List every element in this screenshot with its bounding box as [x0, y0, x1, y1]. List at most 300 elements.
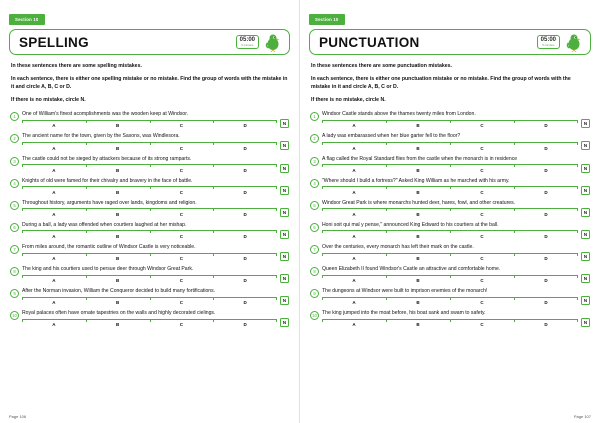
- question-body: [322, 266, 578, 284]
- section-tab-right: Section 10: [309, 14, 345, 25]
- answer-option-d[interactable]: D: [243, 123, 247, 129]
- scale-tick: [150, 142, 151, 145]
- answer-option-b[interactable]: B: [116, 167, 120, 173]
- question-number: 4: [10, 179, 19, 188]
- question-number: 6: [310, 223, 319, 232]
- scale-tick: [150, 297, 151, 300]
- question-body: [322, 310, 578, 328]
- scale-tick: [213, 142, 214, 145]
- answer-option-d[interactable]: D: [243, 189, 247, 195]
- scale-tick: [577, 297, 578, 300]
- scale-tick: [577, 275, 578, 278]
- scale-tick: [213, 297, 214, 300]
- scale-tick: [450, 164, 451, 167]
- answer-option-b[interactable]: B: [416, 145, 420, 151]
- answer-option-n[interactable]: N: [280, 186, 289, 195]
- scale-tick: [386, 164, 387, 167]
- scale-tick: [22, 186, 23, 189]
- scale-tick: [322, 319, 323, 322]
- question-body: [322, 288, 578, 306]
- answer-option-b[interactable]: B: [116, 322, 120, 328]
- answer-option-c[interactable]: C: [179, 278, 183, 284]
- question-row: [10, 288, 289, 306]
- scale-tick: [22, 208, 23, 211]
- scale-tick: [514, 142, 515, 145]
- scale-tick: [22, 164, 23, 167]
- instruction-line: If there is no mistake, circle N.: [311, 96, 386, 103]
- question-text: The king jumped into the moat before, his boat sank and swam to safety.: [322, 310, 486, 317]
- scale-tick: [450, 297, 451, 300]
- question-body: [22, 266, 277, 284]
- question-row: [310, 178, 590, 196]
- question-body: [322, 133, 578, 151]
- scale-tick: [577, 230, 578, 233]
- answer-option-b[interactable]: B: [416, 322, 420, 328]
- title-bar-right: [309, 29, 591, 55]
- question-number: 7: [310, 245, 319, 254]
- question-number: 10: [10, 311, 19, 320]
- scale-tick: [213, 164, 214, 167]
- answer-scale: [322, 186, 578, 195]
- scale-tick: [86, 275, 87, 278]
- question-text: Queen Elizabeth II found Windsor's Castle an attractive and comfortable home.: [322, 266, 501, 273]
- question-row: [310, 111, 590, 129]
- scale-tick: [386, 253, 387, 256]
- question-body: [22, 244, 277, 262]
- question-row: [10, 266, 289, 284]
- answer-option-b[interactable]: B: [116, 233, 120, 239]
- timer-box-left: [236, 35, 259, 48]
- answer-option-d[interactable]: D: [243, 167, 247, 173]
- answer-option-a[interactable]: A: [52, 322, 56, 328]
- answer-option-n[interactable]: N: [581, 186, 590, 195]
- question-row: [310, 156, 590, 174]
- answer-option-b[interactable]: B: [116, 211, 120, 217]
- answer-option-d[interactable]: D: [243, 256, 247, 262]
- scale-tick: [276, 297, 277, 300]
- instruction-line: In these sentences there are some punctuation mistakes.: [311, 63, 452, 69]
- scale-tick: [86, 120, 87, 123]
- answer-option-n[interactable]: N: [280, 208, 289, 217]
- question-number: 8: [310, 267, 319, 276]
- answer-option-d[interactable]: D: [544, 189, 548, 195]
- question-body: [22, 133, 277, 151]
- instruction-line: In these sentences there are some spelling mistakes.: [11, 63, 142, 69]
- question-text: The dungeons at Windsor were built to imprison enemies of the monarch!: [322, 288, 488, 295]
- answer-option-a[interactable]: A: [352, 256, 356, 262]
- answer-option-b[interactable]: B: [116, 189, 120, 195]
- timer-label-right: 5 minutes: [542, 42, 555, 47]
- question-body: [22, 200, 277, 218]
- scale-tick: [577, 120, 578, 123]
- answer-option-a[interactable]: A: [352, 322, 356, 328]
- scale-tick: [450, 253, 451, 256]
- answer-scale: [322, 120, 578, 129]
- question-text: "Where should I build a fortress?" Asked King William as he marched with his army.: [322, 177, 510, 184]
- scale-tick: [450, 230, 451, 233]
- scale-tick: [276, 253, 277, 256]
- answer-option-c[interactable]: C: [179, 189, 183, 195]
- answer-option-a[interactable]: A: [52, 189, 56, 195]
- scale-tick: [386, 297, 387, 300]
- title-right-right: [537, 32, 584, 52]
- scale-tick: [577, 164, 578, 167]
- scale-tick: [386, 120, 387, 123]
- answer-option-c[interactable]: C: [480, 278, 484, 284]
- answer-option-n[interactable]: N: [581, 318, 590, 327]
- answer-option-c[interactable]: C: [480, 167, 484, 173]
- answer-option-n[interactable]: N: [280, 230, 289, 239]
- question-text: One of William's finest acomplishments was the wooden keep at Windsor.: [22, 111, 189, 118]
- answer-option-c[interactable]: C: [179, 322, 183, 328]
- answer-scale: [322, 142, 578, 151]
- page-label-left: Page 106: [9, 414, 27, 419]
- scale-tick: [577, 142, 578, 145]
- answer-scale: [22, 253, 277, 262]
- instructions-left: [11, 62, 288, 104]
- answer-option-c[interactable]: C: [480, 189, 484, 195]
- question-row: [10, 156, 289, 174]
- answer-option-n[interactable]: N: [581, 141, 590, 150]
- answer-option-a[interactable]: A: [352, 211, 356, 217]
- scale-tick: [577, 319, 578, 322]
- answer-option-c[interactable]: C: [179, 145, 183, 151]
- scale-tick: [386, 208, 387, 211]
- section-tab-left: Section 10: [9, 14, 45, 25]
- answer-option-n[interactable]: N: [280, 164, 289, 173]
- answer-option-d[interactable]: D: [544, 256, 548, 262]
- answer-option-a[interactable]: A: [52, 278, 56, 284]
- answer-option-c[interactable]: C: [179, 300, 183, 306]
- timer-time-right: 05:00: [540, 37, 556, 44]
- scale-tick: [22, 319, 23, 322]
- answer-option-d[interactable]: D: [544, 300, 548, 306]
- answer-scale: [322, 164, 578, 173]
- instruction-line: In each sentence, there is either one punctuation mistake or no mistake. Find the group of words with the mistake in it and circle A, B, C or D.: [311, 75, 571, 91]
- scale-tick: [276, 230, 277, 233]
- answer-option-a[interactable]: A: [352, 300, 356, 306]
- answer-option-c[interactable]: C: [480, 300, 484, 306]
- answer-option-n[interactable]: N: [280, 252, 289, 261]
- answer-option-d[interactable]: D: [243, 233, 247, 239]
- scale-tick: [450, 120, 451, 123]
- question-row: [10, 111, 289, 129]
- question-number: 2: [10, 134, 19, 143]
- scale-tick: [322, 275, 323, 278]
- question-body: [22, 111, 277, 129]
- answer-option-c[interactable]: C: [480, 233, 484, 239]
- scale-tick: [450, 275, 451, 278]
- question-text: From miles around, the romantic outline of Windsor Castle is very noticeable.: [22, 243, 196, 250]
- answer-scale: [22, 319, 277, 328]
- question-number: 10: [310, 311, 319, 320]
- question-number: 9: [10, 289, 19, 298]
- answer-option-b[interactable]: B: [416, 211, 420, 217]
- scale-tick: [577, 186, 578, 189]
- page-title-right: PUNCTUATION: [319, 34, 420, 50]
- question-text: After the Norman invasion, William the Conqueror decided to build many fortifications.: [22, 288, 216, 295]
- question-row: [10, 200, 289, 218]
- scale-tick: [276, 208, 277, 211]
- question-row: [310, 266, 590, 284]
- question-text: The castle could not be sieged by attackers because of its strong ramparts.: [22, 155, 192, 162]
- scale-tick: [514, 253, 515, 256]
- answer-option-a[interactable]: A: [52, 300, 56, 306]
- answer-option-c[interactable]: C: [480, 211, 484, 217]
- scale-tick: [322, 120, 323, 123]
- bird-mascot-icon-right: [564, 32, 584, 52]
- scale-tick: [22, 297, 23, 300]
- scale-tick: [322, 186, 323, 189]
- scale-tick: [386, 230, 387, 233]
- answer-option-d[interactable]: D: [243, 145, 247, 151]
- answer-option-a[interactable]: A: [52, 145, 56, 151]
- scale-tick: [450, 186, 451, 189]
- question-text: The king and his courtiers used to persue deer through Windsor Great Park.: [22, 266, 194, 273]
- scale-tick: [150, 275, 151, 278]
- scale-tick: [276, 319, 277, 322]
- answer-option-c[interactable]: C: [480, 322, 484, 328]
- answer-option-d[interactable]: D: [544, 278, 548, 284]
- scale-tick: [322, 164, 323, 167]
- answer-option-b[interactable]: B: [416, 189, 420, 195]
- scale-tick: [150, 230, 151, 233]
- answer-option-n[interactable]: N: [581, 274, 590, 283]
- answer-scale: [22, 275, 277, 284]
- answer-option-n[interactable]: N: [581, 252, 590, 261]
- scale-tick: [514, 275, 515, 278]
- answer-option-d[interactable]: D: [544, 211, 548, 217]
- bird-mascot-icon-left: [263, 32, 283, 52]
- scale-tick: [213, 319, 214, 322]
- answer-option-b[interactable]: B: [416, 233, 420, 239]
- answer-option-c[interactable]: C: [179, 211, 183, 217]
- answer-scale: [22, 208, 277, 217]
- question-number: 1: [10, 112, 19, 121]
- answer-option-n[interactable]: N: [581, 164, 590, 173]
- question-row: [310, 133, 590, 151]
- question-body: [22, 156, 277, 174]
- answer-option-a[interactable]: A: [352, 145, 356, 151]
- question-number: 8: [10, 267, 19, 276]
- question-row: [10, 222, 289, 240]
- question-text: Honi soit qui mal y pense," announced King Edward to his courtiers at the ball.: [322, 221, 499, 228]
- question-body: [322, 200, 578, 218]
- answer-option-b[interactable]: B: [116, 278, 120, 284]
- question-body: [322, 111, 578, 129]
- question-body: [322, 222, 578, 240]
- answer-option-b[interactable]: B: [116, 145, 120, 151]
- answer-scale: [322, 208, 578, 217]
- question-number: 6: [10, 223, 19, 232]
- timer-label-left: 5 minutes: [241, 42, 254, 47]
- scale-tick: [213, 253, 214, 256]
- question-body: [22, 288, 277, 306]
- scale-tick: [22, 275, 23, 278]
- answer-option-d[interactable]: D: [544, 322, 548, 328]
- answer-option-b[interactable]: B: [116, 300, 120, 306]
- answer-option-d[interactable]: D: [544, 123, 548, 129]
- answer-option-d[interactable]: D: [243, 300, 247, 306]
- question-text: The ancient name for the town, given by the Saxons, was Windlesora.: [22, 133, 180, 140]
- answer-scale: [22, 164, 277, 173]
- answer-option-n[interactable]: N: [280, 119, 289, 128]
- scale-tick: [514, 164, 515, 167]
- scale-tick: [322, 208, 323, 211]
- answer-option-d[interactable]: D: [544, 145, 548, 151]
- scale-tick: [577, 253, 578, 256]
- answer-option-n[interactable]: N: [280, 141, 289, 150]
- question-list-right: [310, 111, 590, 328]
- answer-option-a[interactable]: A: [352, 233, 356, 239]
- scale-tick: [150, 120, 151, 123]
- timer-box-right: [537, 35, 560, 48]
- answer-option-b[interactable]: B: [416, 278, 420, 284]
- scale-tick: [276, 164, 277, 167]
- scale-tick: [322, 297, 323, 300]
- scale-tick: [22, 253, 23, 256]
- scale-tick: [213, 120, 214, 123]
- question-number: 3: [310, 157, 319, 166]
- answer-option-c[interactable]: C: [179, 167, 183, 173]
- scale-tick: [386, 319, 387, 322]
- answer-scale: [322, 230, 578, 239]
- answer-option-b[interactable]: B: [416, 123, 420, 129]
- answer-option-n[interactable]: N: [581, 208, 590, 217]
- question-body: [322, 156, 578, 174]
- answer-scale: [22, 297, 277, 306]
- scale-tick: [514, 230, 515, 233]
- question-row: [10, 133, 289, 151]
- answer-option-d[interactable]: D: [243, 211, 247, 217]
- scale-tick: [213, 230, 214, 233]
- answer-option-c[interactable]: C: [179, 233, 183, 239]
- answer-option-a[interactable]: A: [352, 189, 356, 195]
- scale-tick: [276, 142, 277, 145]
- answer-option-a[interactable]: A: [52, 123, 56, 129]
- instruction-line: If there is no mistake, circle N.: [11, 96, 86, 103]
- page-title-left: SPELLING: [19, 34, 89, 50]
- timer-time-left: 05:00: [239, 37, 255, 44]
- scale-tick: [514, 186, 515, 189]
- scale-tick: [150, 164, 151, 167]
- scale-tick: [276, 120, 277, 123]
- scale-tick: [86, 253, 87, 256]
- scale-tick: [450, 142, 451, 145]
- answer-option-n[interactable]: N: [581, 119, 590, 128]
- answer-scale: [22, 142, 277, 151]
- scale-tick: [86, 230, 87, 233]
- answer-option-a[interactable]: A: [52, 211, 56, 217]
- answer-option-d[interactable]: D: [544, 167, 548, 173]
- answer-option-d[interactable]: D: [243, 322, 247, 328]
- question-text: A lady was embarassed when her blue garter fell to the floor?: [322, 133, 461, 140]
- question-row: [310, 244, 590, 262]
- scale-tick: [213, 208, 214, 211]
- answer-option-n[interactable]: N: [280, 318, 289, 327]
- answer-option-c[interactable]: C: [480, 256, 484, 262]
- answer-option-a[interactable]: A: [52, 167, 56, 173]
- scale-tick: [86, 142, 87, 145]
- right-page: [300, 0, 600, 423]
- answer-option-n[interactable]: N: [581, 296, 590, 305]
- answer-option-b[interactable]: B: [416, 167, 420, 173]
- title-bar-left: [9, 29, 290, 55]
- answer-scale: [22, 230, 277, 239]
- answer-option-d[interactable]: D: [544, 233, 548, 239]
- answer-option-c[interactable]: C: [179, 123, 183, 129]
- scale-tick: [150, 186, 151, 189]
- answer-scale: [322, 297, 578, 306]
- scale-tick: [386, 186, 387, 189]
- answer-option-a[interactable]: A: [52, 233, 56, 239]
- answer-option-b[interactable]: B: [416, 300, 420, 306]
- answer-option-a[interactable]: A: [352, 278, 356, 284]
- instructions-right: [311, 62, 589, 104]
- scale-tick: [22, 142, 23, 145]
- scale-tick: [86, 297, 87, 300]
- answer-option-n[interactable]: N: [280, 296, 289, 305]
- question-text: Knights of old were famed for their chivalry and bravery in the face of battle.: [22, 177, 193, 184]
- question-row: [10, 310, 289, 328]
- question-row: [310, 200, 590, 218]
- question-text: Windsor Great Park is where monarchs hunted deer, hares, fowl, and other creatures.: [322, 199, 516, 206]
- question-number: 7: [10, 245, 19, 254]
- question-row: [310, 310, 590, 328]
- answer-option-c[interactable]: C: [480, 123, 484, 129]
- scale-tick: [150, 208, 151, 211]
- scale-tick: [322, 142, 323, 145]
- question-body: [22, 178, 277, 196]
- answer-option-c[interactable]: C: [480, 145, 484, 151]
- scale-tick: [213, 186, 214, 189]
- question-body: [22, 310, 277, 328]
- scale-tick: [386, 142, 387, 145]
- question-number: 5: [310, 201, 319, 210]
- question-number: 3: [10, 157, 19, 166]
- answer-scale: [322, 275, 578, 284]
- answer-option-c[interactable]: C: [179, 256, 183, 262]
- instruction-line: In each sentence, there is either one spelling mistake or no mistake. Find the group of words with the mistake in it and circle A, B, C or D.: [11, 75, 288, 91]
- scale-tick: [86, 319, 87, 322]
- question-list-left: [10, 111, 289, 328]
- answer-option-b[interactable]: B: [116, 256, 120, 262]
- answer-option-b[interactable]: B: [116, 123, 120, 129]
- scale-tick: [22, 120, 23, 123]
- answer-option-d[interactable]: D: [243, 278, 247, 284]
- scale-tick: [322, 253, 323, 256]
- answer-option-a[interactable]: A: [52, 256, 56, 262]
- answer-scale: [22, 186, 277, 195]
- answer-option-n[interactable]: N: [280, 274, 289, 283]
- question-row: [10, 178, 289, 196]
- answer-scale: [22, 120, 277, 129]
- question-number: 1: [310, 112, 319, 121]
- title-right-left: [236, 32, 283, 52]
- scale-tick: [276, 275, 277, 278]
- scale-tick: [213, 275, 214, 278]
- answer-option-a[interactable]: A: [352, 123, 356, 129]
- question-text: Windsor Castle stands above the thames twenty miles from London.: [322, 111, 476, 118]
- question-text: A flag called the Royal Standard flies from the castle when the monarch is in residence: [322, 155, 518, 162]
- answer-option-a[interactable]: A: [352, 167, 356, 173]
- question-number: 9: [310, 289, 319, 298]
- scale-tick: [322, 230, 323, 233]
- scale-tick: [276, 186, 277, 189]
- answer-option-n[interactable]: N: [581, 230, 590, 239]
- answer-option-b[interactable]: B: [416, 256, 420, 262]
- scale-tick: [514, 319, 515, 322]
